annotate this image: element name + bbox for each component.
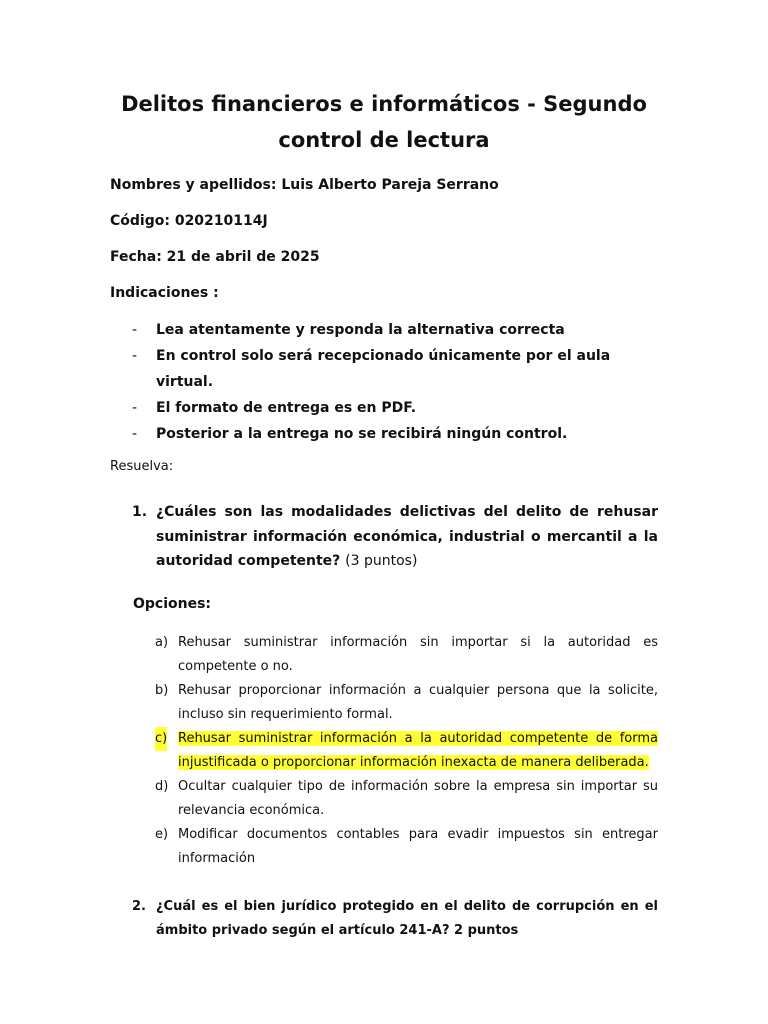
question-number: 2. bbox=[132, 898, 146, 914]
indication-item bbox=[110, 421, 658, 447]
indication-item bbox=[110, 317, 658, 343]
indication-text: En control solo será recepcionado únicamente por el aula virtual. bbox=[156, 348, 611, 390]
question-text: ¿Cuáles son las modalidades delictivas del delito de rehusar suministrar información económica, industrial o mercantil a la autoridad competente? bbox=[156, 504, 658, 569]
option-text: Modificar documentos contables para evadir impuestos sin entregar información bbox=[178, 826, 658, 866]
indication-text: El formato de entrega es en PDF. bbox=[156, 400, 417, 416]
option-text: Rehusar suministrar información sin importar si la autoridad es competente o no. bbox=[178, 634, 658, 674]
option-c-highlighted bbox=[110, 727, 658, 775]
option-text: Ocultar cualquier tipo de información sobre la empresa sin importar su relevancia económica. bbox=[178, 778, 658, 818]
option-d bbox=[110, 775, 658, 823]
dash-bullet-icon: - bbox=[132, 348, 138, 364]
options-label: Opciones: bbox=[133, 595, 212, 612]
option-letter: b) bbox=[155, 682, 169, 698]
option-a bbox=[110, 631, 658, 679]
indication-text: Lea atentamente y responda la alternativa correcta bbox=[156, 322, 565, 338]
options-list bbox=[110, 631, 658, 871]
question-1 bbox=[110, 500, 658, 574]
indications-list bbox=[110, 317, 658, 447]
resuelva-label: Resuelva: bbox=[110, 459, 174, 474]
option-text: Rehusar proporcionar información a cualquier persona que la solicite, incluso sin requerimiento formal. bbox=[178, 682, 658, 722]
dash-bullet-icon: - bbox=[132, 400, 138, 416]
option-letter: a) bbox=[155, 634, 169, 650]
option-letter: c) bbox=[155, 727, 167, 751]
option-text-highlighted: Rehusar suministrar información a la autoridad competente de forma injustificada o proporcionar información inexacta de manera deliberada. bbox=[178, 730, 658, 770]
question-2 bbox=[110, 895, 658, 944]
option-b bbox=[110, 679, 658, 727]
student-code: Código: 020210114J bbox=[110, 213, 268, 229]
question-points: (3 puntos) bbox=[345, 553, 418, 569]
student-name: Nombres y apellidos: Luis Alberto Pareja Serrano bbox=[110, 177, 499, 193]
option-letter: d) bbox=[155, 778, 169, 794]
exam-date: Fecha: 21 de abril de 2025 bbox=[110, 249, 320, 265]
document-page bbox=[110, 86, 658, 944]
indication-item bbox=[110, 395, 658, 421]
indication-text: Posterior a la entrega no se recibirá ningún control. bbox=[156, 426, 568, 442]
indications-label: Indicaciones : bbox=[110, 285, 219, 301]
option-e bbox=[110, 823, 658, 871]
question-number: 1. bbox=[132, 504, 148, 520]
dash-bullet-icon: - bbox=[132, 322, 138, 338]
question-text: ¿Cuál es el bien jurídico protegido en el delito de corrupción en el ámbito privado según el artículo 241-A? 2 puntos bbox=[156, 898, 658, 938]
indication-item bbox=[110, 343, 658, 395]
option-letter: e) bbox=[155, 826, 169, 842]
dash-bullet-icon: - bbox=[132, 426, 138, 442]
document-title: Delitos financieros e informáticos - Segundo control de lectura bbox=[121, 92, 647, 152]
